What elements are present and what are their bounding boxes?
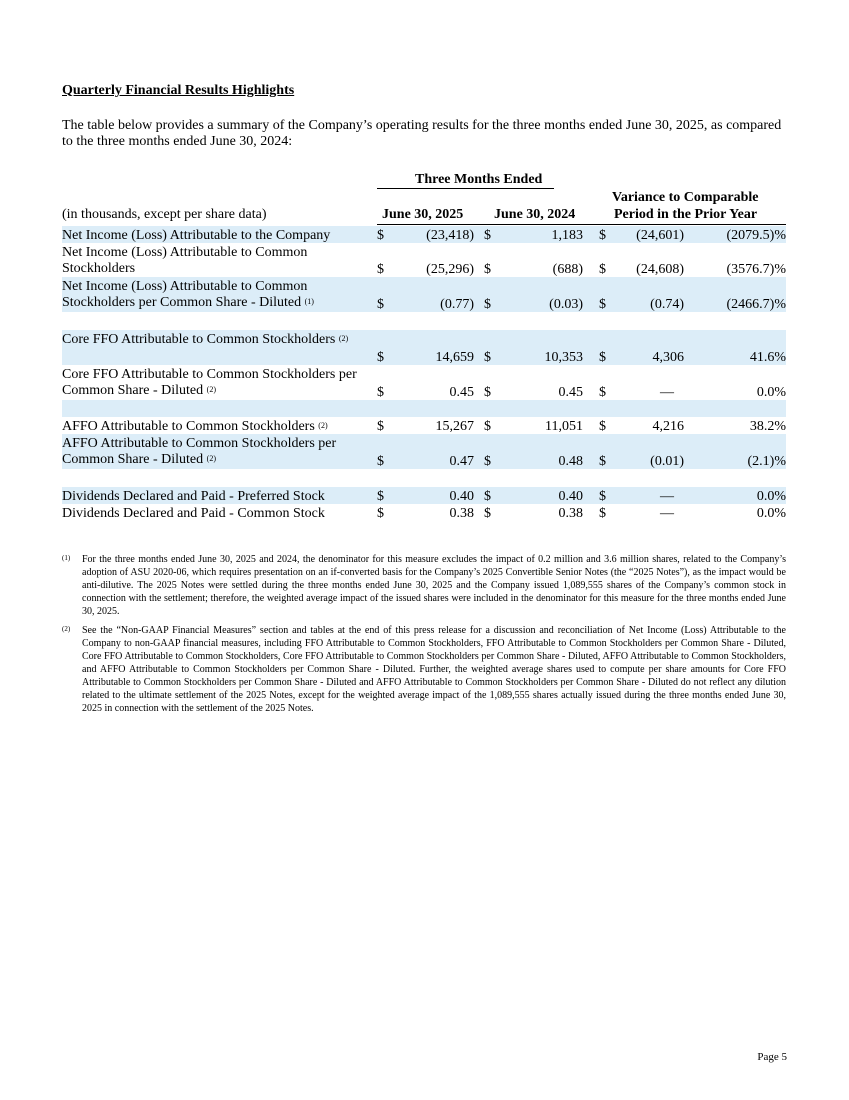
cell-v3: — (660, 385, 674, 400)
row-label (62, 279, 367, 311)
cell-pct: (2466.7)% (726, 297, 786, 312)
cell-c1: $ (377, 297, 384, 312)
footnote-2-text: See the “Non-GAAP Financial Measures” section and tables at the end of this press release for a discussion and reconciliation of Net Income (Loss) Attributable to the Company to non-GAAP financial measures, including FFO Attributable to Common Stockholders, FFO Attributable to Common Stockholders per Common Share - Diluted, Core FFO Attributable to Common Stockholders, Core FFO Attributable to Common Stockholders per Common Share - Diluted, AFFO Attributable to Common Stockholders, and AFFO Attributable to Common Stockholders per Common Share - Diluted. Further, the weighted average shares used to compute per share amounts for Core FFO Attributable to Common Stockholders per Common Share - Diluted and AFFO Attributable to Common Stockholders per Common Share - Diluted do not reflect any dilution related to the ultimate settlement of the 2025 Notes, except for the weighted average impact of the 1,089,555 shares actually issued during the three months ended June 30, 2025 in connection with the settlement of the 2025 Notes. (82, 625, 786, 714)
row-label-text: Dividends Declared and Paid - Common Stock (62, 506, 325, 521)
cell-pct: (2079.5)% (726, 228, 786, 243)
cell-c3: $ (599, 489, 606, 504)
table-spacer-row (62, 400, 786, 417)
cell-c2: $ (484, 419, 491, 434)
variance-header-line1: Variance to Comparable (612, 190, 759, 205)
footnote-ref: (2) (338, 334, 349, 343)
table-row (62, 330, 786, 365)
variance-header-line2: Period in the Prior Year (614, 207, 758, 222)
cell-v3: 4,216 (652, 419, 684, 434)
cell-v2: 0.45 (558, 385, 583, 400)
cell-c2: $ (484, 350, 491, 365)
cell-pct: 0.0% (756, 489, 786, 504)
group-header-rule (377, 188, 554, 189)
cell-c1: $ (377, 419, 384, 434)
cell-c2: $ (484, 454, 491, 469)
page-number: Page 5 (757, 1051, 787, 1063)
cell-c3: $ (599, 419, 606, 434)
footnote-1-mark: (1) (62, 554, 71, 562)
group-header: Three Months Ended (415, 172, 543, 187)
row-label-text: Dividends Declared and Paid - Preferred Stock (62, 489, 325, 504)
cell-v3: (24,601) (636, 228, 684, 243)
cell-c3: $ (599, 454, 606, 469)
cell-c3: $ (599, 228, 606, 243)
cell-c3: $ (599, 350, 606, 365)
cell-v2: 0.40 (558, 489, 583, 504)
row-label-text: AFFO Attributable to Common Stockholders (62, 419, 315, 434)
cell-v2: 0.38 (558, 506, 583, 521)
row-label (62, 228, 367, 244)
cell-v3: (24,608) (636, 262, 684, 277)
col-header-2024: June 30, 2024 (494, 207, 576, 222)
row-label-text: Core FFO Attributable to Common Stockholders per Common Share - Diluted (62, 367, 357, 398)
row-label-text: Net Income (Loss) Attributable to Common Stockholders per Common Share - Diluted (62, 279, 308, 310)
cell-v2: (0.03) (549, 297, 583, 312)
cell-v2: (688) (552, 262, 583, 277)
cell-c3: $ (599, 385, 606, 400)
footnote-ref: (2) (206, 454, 216, 463)
cell-v1: 0.40 (449, 489, 474, 504)
footnotes (62, 553, 786, 721)
table-row (62, 434, 786, 469)
cell-v1: (0.77) (440, 297, 474, 312)
row-label (62, 332, 367, 348)
cell-v2: 0.48 (558, 454, 583, 469)
cell-v3: — (660, 506, 674, 521)
table-row (62, 243, 786, 277)
table-row (62, 487, 786, 504)
cell-c1: $ (377, 350, 384, 365)
cell-c2: $ (484, 489, 491, 504)
intro-paragraph: The table below provides a summary of the Company’s operating results for the three months ended June 30, 2025, as compared to the three months ended June 30, 2024: (62, 118, 782, 149)
cell-v2: 1,183 (551, 228, 583, 243)
cell-c1: $ (377, 262, 384, 277)
cell-c2: $ (484, 297, 491, 312)
cell-v1: (23,418) (426, 228, 474, 243)
row-label-text: AFFO Attributable to Common Stockholders per Common Share - Diluted (62, 436, 337, 467)
cell-v1: 14,659 (435, 350, 474, 365)
cell-c2: $ (484, 228, 491, 243)
cell-c2: $ (484, 262, 491, 277)
cell-v2: 10,353 (544, 350, 583, 365)
cell-v3: 4,306 (652, 350, 684, 365)
row-label (62, 436, 367, 468)
row-label-text: Net Income (Loss) Attributable to Common Stockholders (62, 245, 308, 276)
cell-c2: $ (484, 385, 491, 400)
cell-pct: 0.0% (756, 385, 786, 400)
cell-v3: (0.74) (650, 297, 684, 312)
row-label (62, 489, 367, 505)
cell-v1: 15,267 (435, 419, 474, 434)
row-label (62, 419, 367, 435)
footnote-1 (62, 553, 786, 618)
results-table (62, 172, 786, 532)
footnote-2-mark: (2) (62, 625, 71, 633)
row-label (62, 506, 367, 522)
row-label-text: Net Income (Loss) Attributable to the Company (62, 228, 331, 243)
section-heading: Quarterly Financial Results Highlights (62, 83, 295, 98)
cell-c3: $ (599, 262, 606, 277)
cell-pct: 38.2% (749, 419, 786, 434)
header-rule (377, 224, 786, 225)
cell-v1: 0.38 (449, 506, 474, 521)
cell-pct: 41.6% (749, 350, 786, 365)
table-row (62, 277, 786, 312)
cell-c3: $ (599, 297, 606, 312)
footnote-1-text: For the three months ended June 30, 2025 and 2024, the denominator for this measure excludes the impact of 0.2 million and 3.6 million shares, related to the Company’s adoption of ASU 2020-06, which requires presentation on an if-converted basis for the Company’s 2025 Convertible Senior Notes (the “2025 Notes”), as the impact would be anti-dilutive. The 2025 Notes were settled during the three months ended June 30, 2025 and the Company issued 1,089,555 shares of the Company’s common stock in connection with the settlement; therefore, the weighted average impact of the issued shares were included in the denominator for this measure for the three months ended June 30, 2025. (82, 554, 786, 617)
cell-v3: — (660, 489, 674, 504)
table-row (62, 417, 786, 434)
cell-v1: 0.47 (449, 454, 474, 469)
cell-pct: 0.0% (756, 506, 786, 521)
cell-v1: 0.45 (449, 385, 474, 400)
row-label-text: Core FFO Attributable to Common Stockholders (62, 332, 336, 347)
table-row (62, 504, 786, 521)
cell-v3: (0.01) (650, 454, 684, 469)
cell-v1: (25,296) (426, 262, 474, 277)
cell-c2: $ (484, 506, 491, 521)
footnote-ref: (1) (304, 297, 314, 306)
row-label (62, 245, 367, 277)
cell-pct: (2.1)% (747, 454, 786, 469)
col-header-2025: June 30, 2025 (382, 207, 464, 222)
footnote-2 (62, 624, 786, 715)
table-row (62, 226, 786, 243)
cell-c1: $ (377, 489, 384, 504)
table-row (62, 365, 786, 400)
cell-pct: (3576.7)% (726, 262, 786, 277)
footnote-ref: (2) (318, 421, 328, 430)
row-label (62, 367, 367, 399)
cell-c1: $ (377, 385, 384, 400)
units-label: (in thousands, except per share data) (62, 207, 267, 222)
cell-c1: $ (377, 228, 384, 243)
cell-c1: $ (377, 506, 384, 521)
footnote-ref: (2) (206, 385, 216, 394)
cell-c3: $ (599, 506, 606, 521)
cell-c1: $ (377, 454, 384, 469)
cell-v2: 11,051 (545, 419, 583, 434)
